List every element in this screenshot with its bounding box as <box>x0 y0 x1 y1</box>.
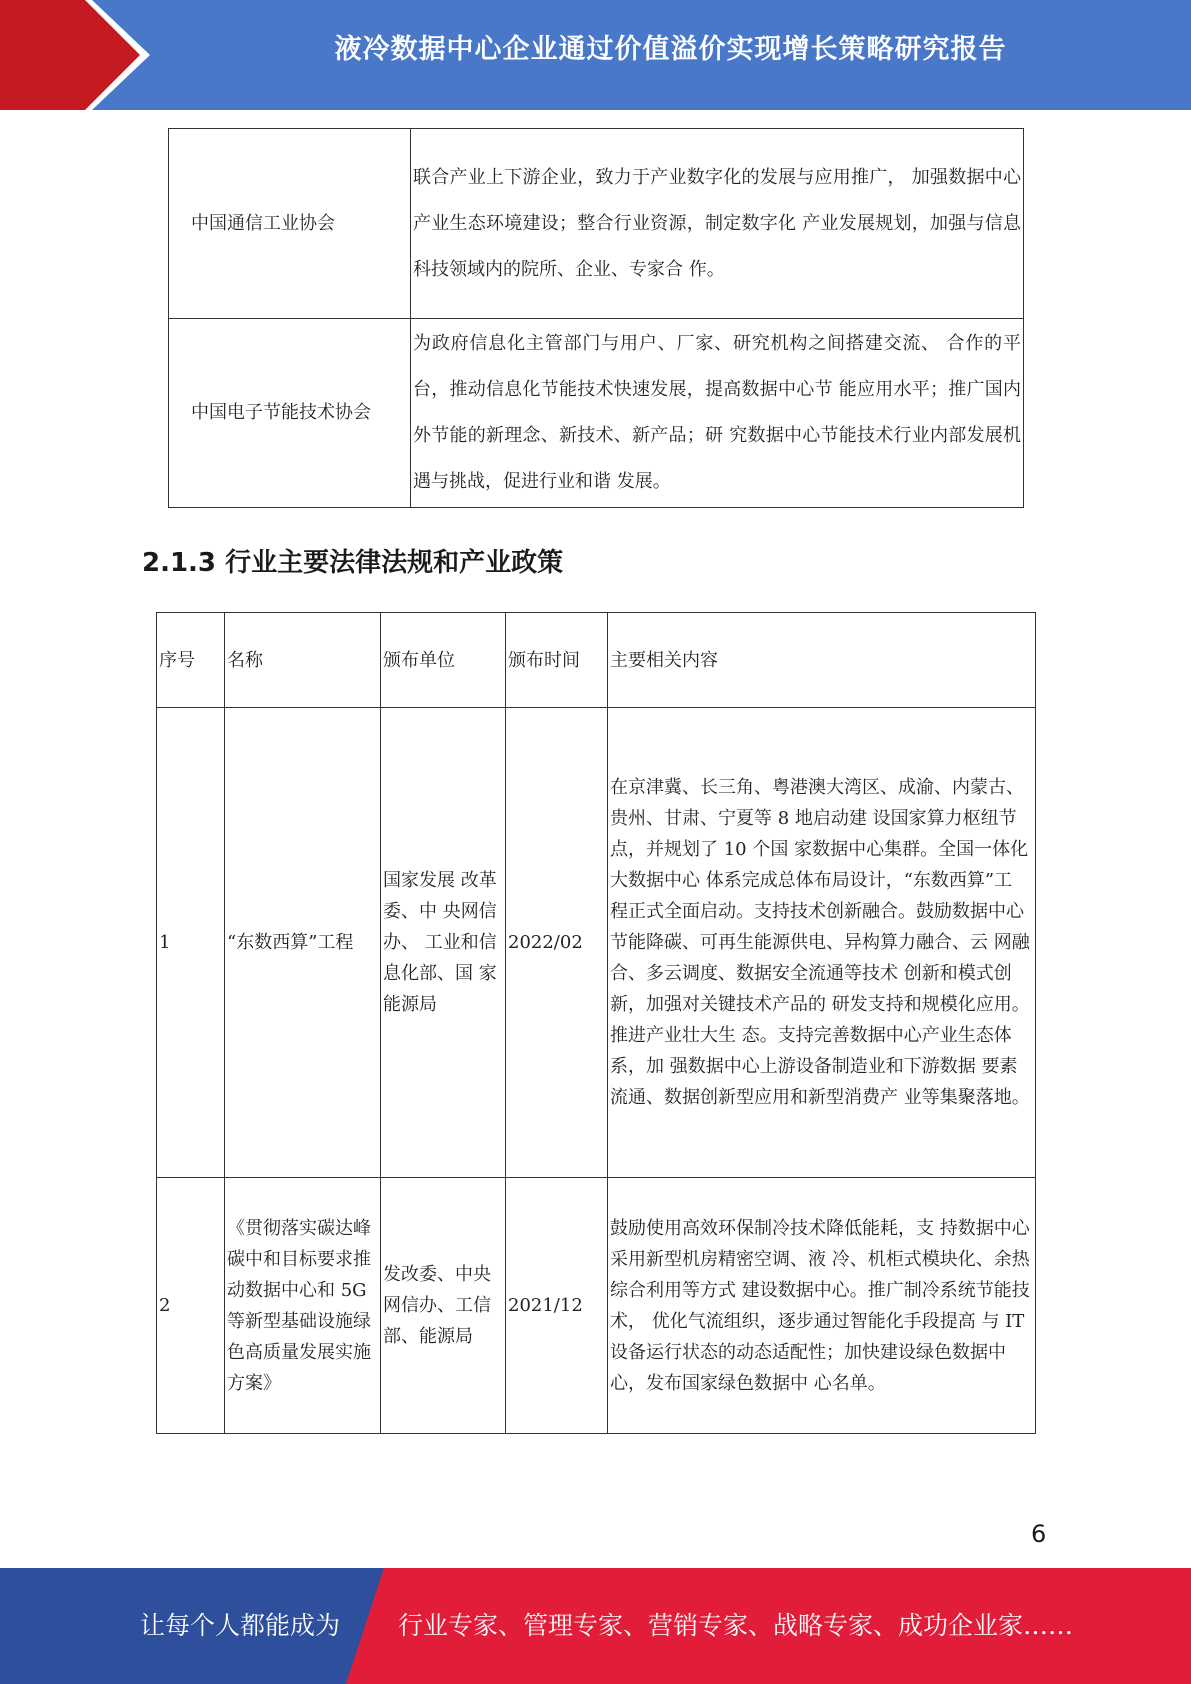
table-row <box>157 708 1036 1178</box>
col-header-name: 名称 <box>225 613 381 708</box>
policy-name: “东数西算”工程 <box>225 708 381 1178</box>
association-name: 中国通信工业协会 <box>169 129 411 319</box>
page-header <box>0 0 1191 110</box>
col-header-issuer: 颁布单位 <box>381 613 506 708</box>
policy-content: 鼓励使用高效环保制冷技术降低能耗，支 持数据中心采用新型机房精密空调、液 冷、机柜式模块化、余热综合利用等方式 建设数据中心。推广制冷系统节能技术， 优化气流组织，逐步通过智能化手段提高 与 IT 设备运行状态的动态适配性；加快建设绿色数据中心，发布国家绿色数据中 心名单。 <box>608 1178 1036 1434</box>
page-footer <box>0 1568 1191 1684</box>
policy-issuer: 发改委、中央网信办、工信部、能源局 <box>381 1178 506 1434</box>
policy-issuer: 国家发展 改革委、中 央网信办、 工业和信 息化部、国 家能源局 <box>381 708 506 1178</box>
policy-date: 2021/12 <box>506 1178 608 1434</box>
policy-date: 2022/02 <box>506 708 608 1178</box>
policy-name: 《贯彻落实碳达峰碳中和目标要求推动数据中心和 5G 等新型基础设施绿色高质量发展实施方案》 <box>225 1178 381 1434</box>
association-description: 联合产业上下游企业，致力于产业数字化的发展与应用推广， 加强数据中心产业生态环境建设；整合行业资源，制定数字化 产业发展规划，加强与信息科技领域内的院所、企业、专家合 作。 <box>411 129 1024 319</box>
col-header-date: 颁布时间 <box>506 613 608 708</box>
association-description: 为政府信息化主管部门与用户、厂家、研究机构之间搭建交流、 合作的平台，推动信息化节能技术快速发展，提高数据中心节 能应用水平；推广国内外节能的新理念、新技术、新产品；研 究数据中心节能技术行业内部发展机遇与挑战，促进行业和谐 发展。 <box>411 319 1024 508</box>
policy-table <box>156 612 1036 1434</box>
header-chevron-decoration <box>0 0 150 110</box>
association-name: 中国电子节能技术协会 <box>169 319 411 508</box>
table-header-row <box>157 613 1036 708</box>
col-header-no: 序号 <box>157 613 225 708</box>
table-row <box>169 319 1024 508</box>
col-header-content: 主要相关内容 <box>608 613 1036 708</box>
associations-table <box>168 128 1024 508</box>
footer-slogan-left: 让每个人都能成为 <box>140 1611 341 1640</box>
section-heading: 2.1.3 行业主要法律法规和产业政策 <box>142 548 564 578</box>
table-row <box>169 129 1024 319</box>
report-title: 液冷数据中心企业通过价值溢价实现增长策略研究报告 <box>334 34 1007 65</box>
policy-number: 2 <box>157 1178 225 1434</box>
policy-content: 在京津冀、长三角、粤港澳大湾区、成渝、内蒙古、贵州、甘肃、宁夏等 8 地启动建 设国家算力枢纽节点，并规划了 10 个国 家数据中心集群。全国一体化大数据中心 体系完成总体布局设计，“东数西算”工 程正式全面启动。支持技术创新融合。鼓励数据中心节能降碳、可再生能源供电、异构算力融合、云 网融合、多云调度、数据安全流通等技术 创新和模式创新，加强对关键技术产品的 研发支持和规模化应用。推进产业壮大生 态。支持完善数据中心产业生态体系，加 强数据中心上游设备制造业和下游数据 要素流通、数据创新型应用和新型消费产 业等集聚落地。 <box>608 708 1036 1178</box>
table-row <box>157 1178 1036 1434</box>
policy-number: 1 <box>157 708 225 1178</box>
footer-slogan-right: 行业专家、管理专家、营销专家、战略专家、成功企业家…… <box>398 1611 1074 1640</box>
page-number: 6 <box>1031 1520 1047 1548</box>
